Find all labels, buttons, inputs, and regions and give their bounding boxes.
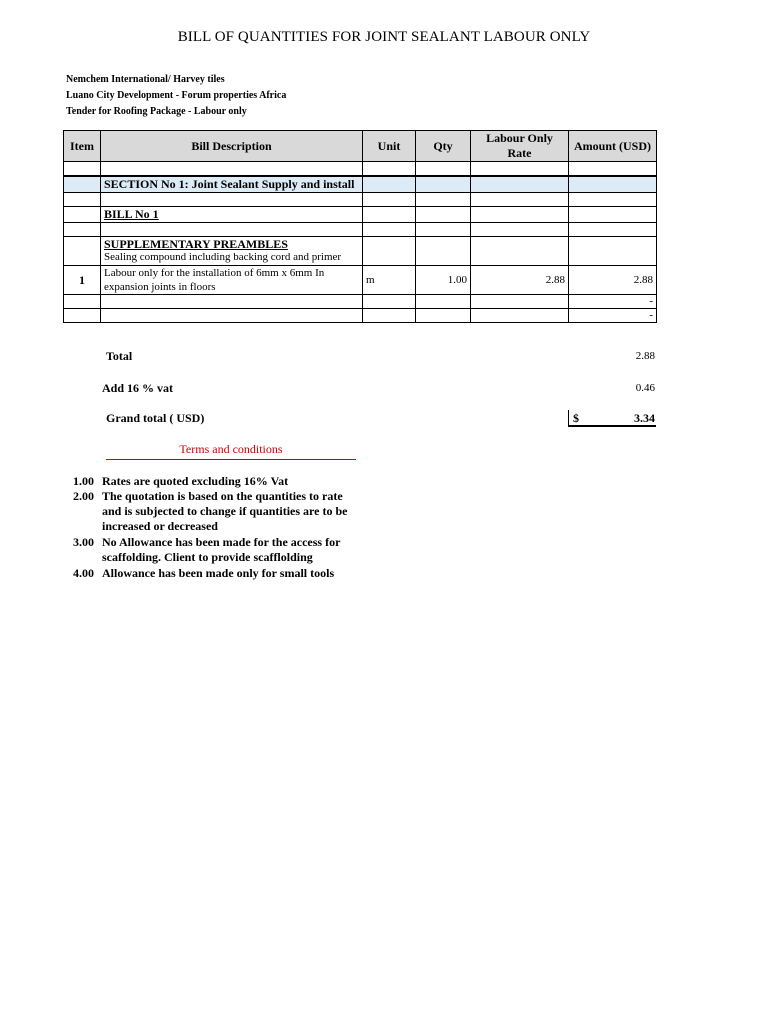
term-text: The quotation is based on the quantities to rate and is subjected to change if quantities are to be increased or decreased	[102, 489, 348, 533]
item-number: 1	[64, 266, 101, 295]
item-unit: m	[363, 266, 416, 295]
term-number: 1.00	[73, 474, 94, 488]
table-row	[64, 295, 657, 309]
project-line: Luano City Development - Forum properties Africa	[66, 90, 287, 101]
term-number: 3.00	[73, 535, 94, 549]
bill-no-row	[64, 207, 657, 223]
term-item	[73, 474, 363, 489]
table-row	[64, 193, 657, 207]
bill-no-label: BILL No 1	[104, 207, 159, 221]
item-description: Labour only for the installation of 6mm x 6mm In expansion joints in floors	[101, 266, 363, 295]
item-qty: 1.00	[416, 266, 471, 295]
table-row	[64, 223, 657, 237]
col-header-unit: Unit	[363, 131, 416, 162]
bill-of-quantities-table	[63, 130, 657, 323]
preambles-title: SUPPLEMENTARY PREAMBLES	[104, 237, 288, 251]
item-rate: 2.88	[471, 266, 569, 295]
term-item	[73, 566, 363, 581]
col-header-rate: Labour Only Rate	[471, 131, 569, 162]
term-item	[73, 535, 363, 565]
col-header-description: Bill Description	[101, 131, 363, 162]
grand-total-value: 3.34	[634, 411, 655, 425]
preambles-text: Sealing compound including backing cord and primer	[104, 251, 342, 263]
table-row	[64, 162, 657, 177]
col-header-item: Item	[64, 131, 101, 162]
client-line: Nemchem International/ Harvey tiles	[66, 74, 225, 85]
total-label: Total	[106, 349, 133, 363]
term-number: 2.00	[73, 489, 94, 503]
row-amount: -	[569, 309, 657, 323]
preambles-row	[64, 237, 657, 266]
term-text: Rates are quoted excluding 16% Vat	[102, 474, 289, 488]
line-item-row	[64, 266, 657, 295]
total-value: 2.88	[635, 350, 655, 362]
table-row	[64, 309, 657, 323]
document-title: BILL OF QUANTITIES FOR JOINT SEALANT LABOUR ONLY	[177, 29, 591, 45]
term-number: 4.00	[73, 566, 94, 580]
grand-total-currency: $	[573, 411, 579, 425]
term-text: Allowance has been made only for small tools	[102, 566, 335, 580]
section-title: SECTION No 1: Joint Sealant Supply and install	[101, 176, 363, 193]
col-header-amount: Amount (USD)	[569, 131, 657, 162]
item-amount: 2.88	[569, 266, 657, 295]
row-amount: -	[569, 295, 657, 309]
tender-line: Tender for Roofing Package - Labour only	[66, 106, 247, 117]
col-header-qty: Qty	[416, 131, 471, 162]
terms-heading: Terms and conditions	[106, 442, 356, 460]
grand-total-label: Grand total ( USD)	[106, 411, 205, 425]
table-header-row	[64, 131, 657, 162]
section-row	[64, 176, 657, 193]
vat-label: Add 16 % vat	[102, 381, 174, 395]
term-text: No Allowance has been made for the access for scaffolding. Client to provide scafflolding	[102, 535, 341, 564]
term-item	[73, 489, 363, 534]
vat-value: 0.46	[635, 382, 655, 394]
